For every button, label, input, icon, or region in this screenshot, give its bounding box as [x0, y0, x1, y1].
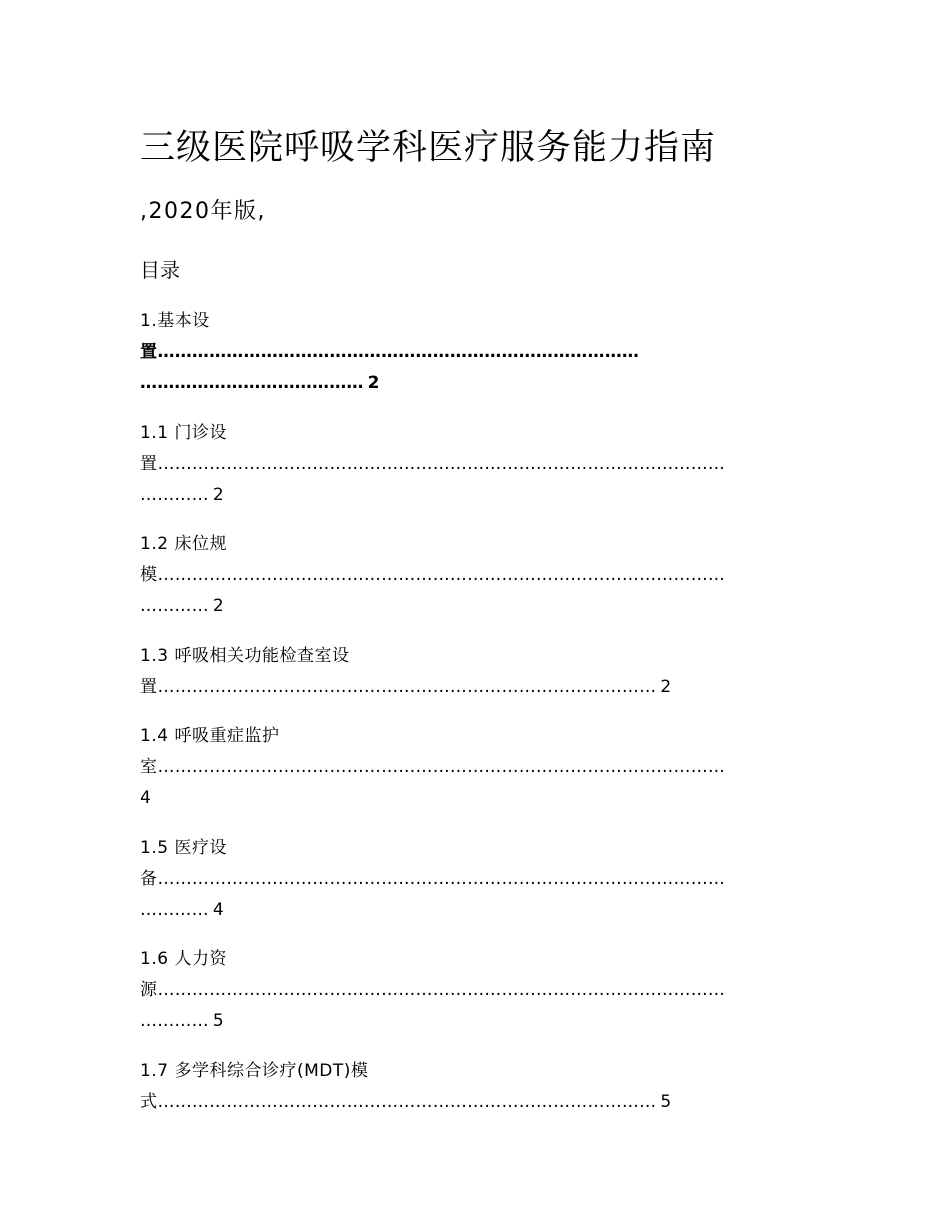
toc-entry-1-7[interactable] [140, 1056, 820, 1118]
toc-dot-leader: ………………………………………………………………………… [157, 342, 640, 362]
toc-entry-lead: 置 [140, 342, 158, 362]
toc-page-number: 5 [660, 1092, 672, 1112]
toc-dot-leader: ………… [140, 900, 209, 920]
toc-entry-1-3[interactable] [140, 641, 820, 703]
toc-entry-lead: 置 [140, 677, 158, 697]
toc-entry-heading: 1.5 医疗设 [140, 838, 227, 858]
toc-entry-1-5[interactable] [140, 833, 820, 926]
toc-entry-lead: 模 [140, 565, 158, 585]
toc-entry-heading: 1.2 床位规 [140, 534, 227, 554]
toc-entry-lead: 备 [140, 869, 158, 889]
toc-entry-lead: 室 [140, 757, 158, 777]
toc-entry-1-6[interactable] [140, 944, 820, 1037]
toc-entry-1-2[interactable] [140, 529, 820, 622]
toc-page-number: 4 [140, 788, 152, 808]
toc-dot-leader: ………………………………… [140, 373, 364, 393]
toc-page-number: 5 [212, 1011, 225, 1031]
toc-dot-leader: ………… [140, 485, 209, 505]
toc-entry-heading: 1.3 呼吸相关功能检查室设 [140, 646, 350, 666]
toc-dot-leader: ………… [140, 1011, 209, 1031]
toc-entry-heading: 1.1 门诊设 [140, 423, 227, 443]
toc-dot-leader: ……………………………………………………………………………………… [157, 565, 726, 585]
toc-entry-lead: 式 [140, 1092, 158, 1112]
toc-entry-1-4[interactable] [140, 721, 820, 814]
toc-dot-leader: …………………………………………………………………………… [157, 1092, 657, 1112]
toc-dot-leader: ……………………………………………………………………………………… [157, 757, 726, 777]
toc-entry-heading: 1.4 呼吸重症监护 [140, 726, 280, 746]
document-title: 三级医院呼吸学科医疗服务能力指南 [140, 128, 717, 168]
toc-entry-1-1[interactable] [140, 418, 820, 511]
toc-page-number: 2 [212, 485, 225, 505]
toc-dot-leader: ……………………………………………………………………………………… [157, 980, 726, 1000]
document-edition: ,2020年版, [140, 199, 266, 224]
toc-dot-leader: ………… [140, 596, 209, 616]
toc-page-number: 2 [660, 677, 672, 697]
toc-heading: 目录 [140, 258, 180, 282]
toc-entry-1[interactable] [140, 306, 820, 399]
toc-dot-leader: …………………………………………………………………………… [157, 677, 657, 697]
toc-entry-heading: 1.6 人力资 [140, 949, 227, 969]
toc-entry-heading: 1.7 多学科综合诊疗(MDT)模 [140, 1061, 369, 1081]
toc-dot-leader: ……………………………………………………………………………………… [157, 869, 726, 889]
toc-entry-lead: 源 [140, 980, 158, 1000]
toc-entry-heading: 1.基本设 [140, 311, 210, 331]
toc-page-number: 4 [212, 900, 225, 920]
toc-entry-lead: 置 [140, 454, 158, 474]
toc-dot-leader: ……………………………………………………………………………………… [157, 454, 726, 474]
toc-page-number: 2 [212, 596, 225, 616]
toc-page-number: 2 [367, 373, 380, 393]
